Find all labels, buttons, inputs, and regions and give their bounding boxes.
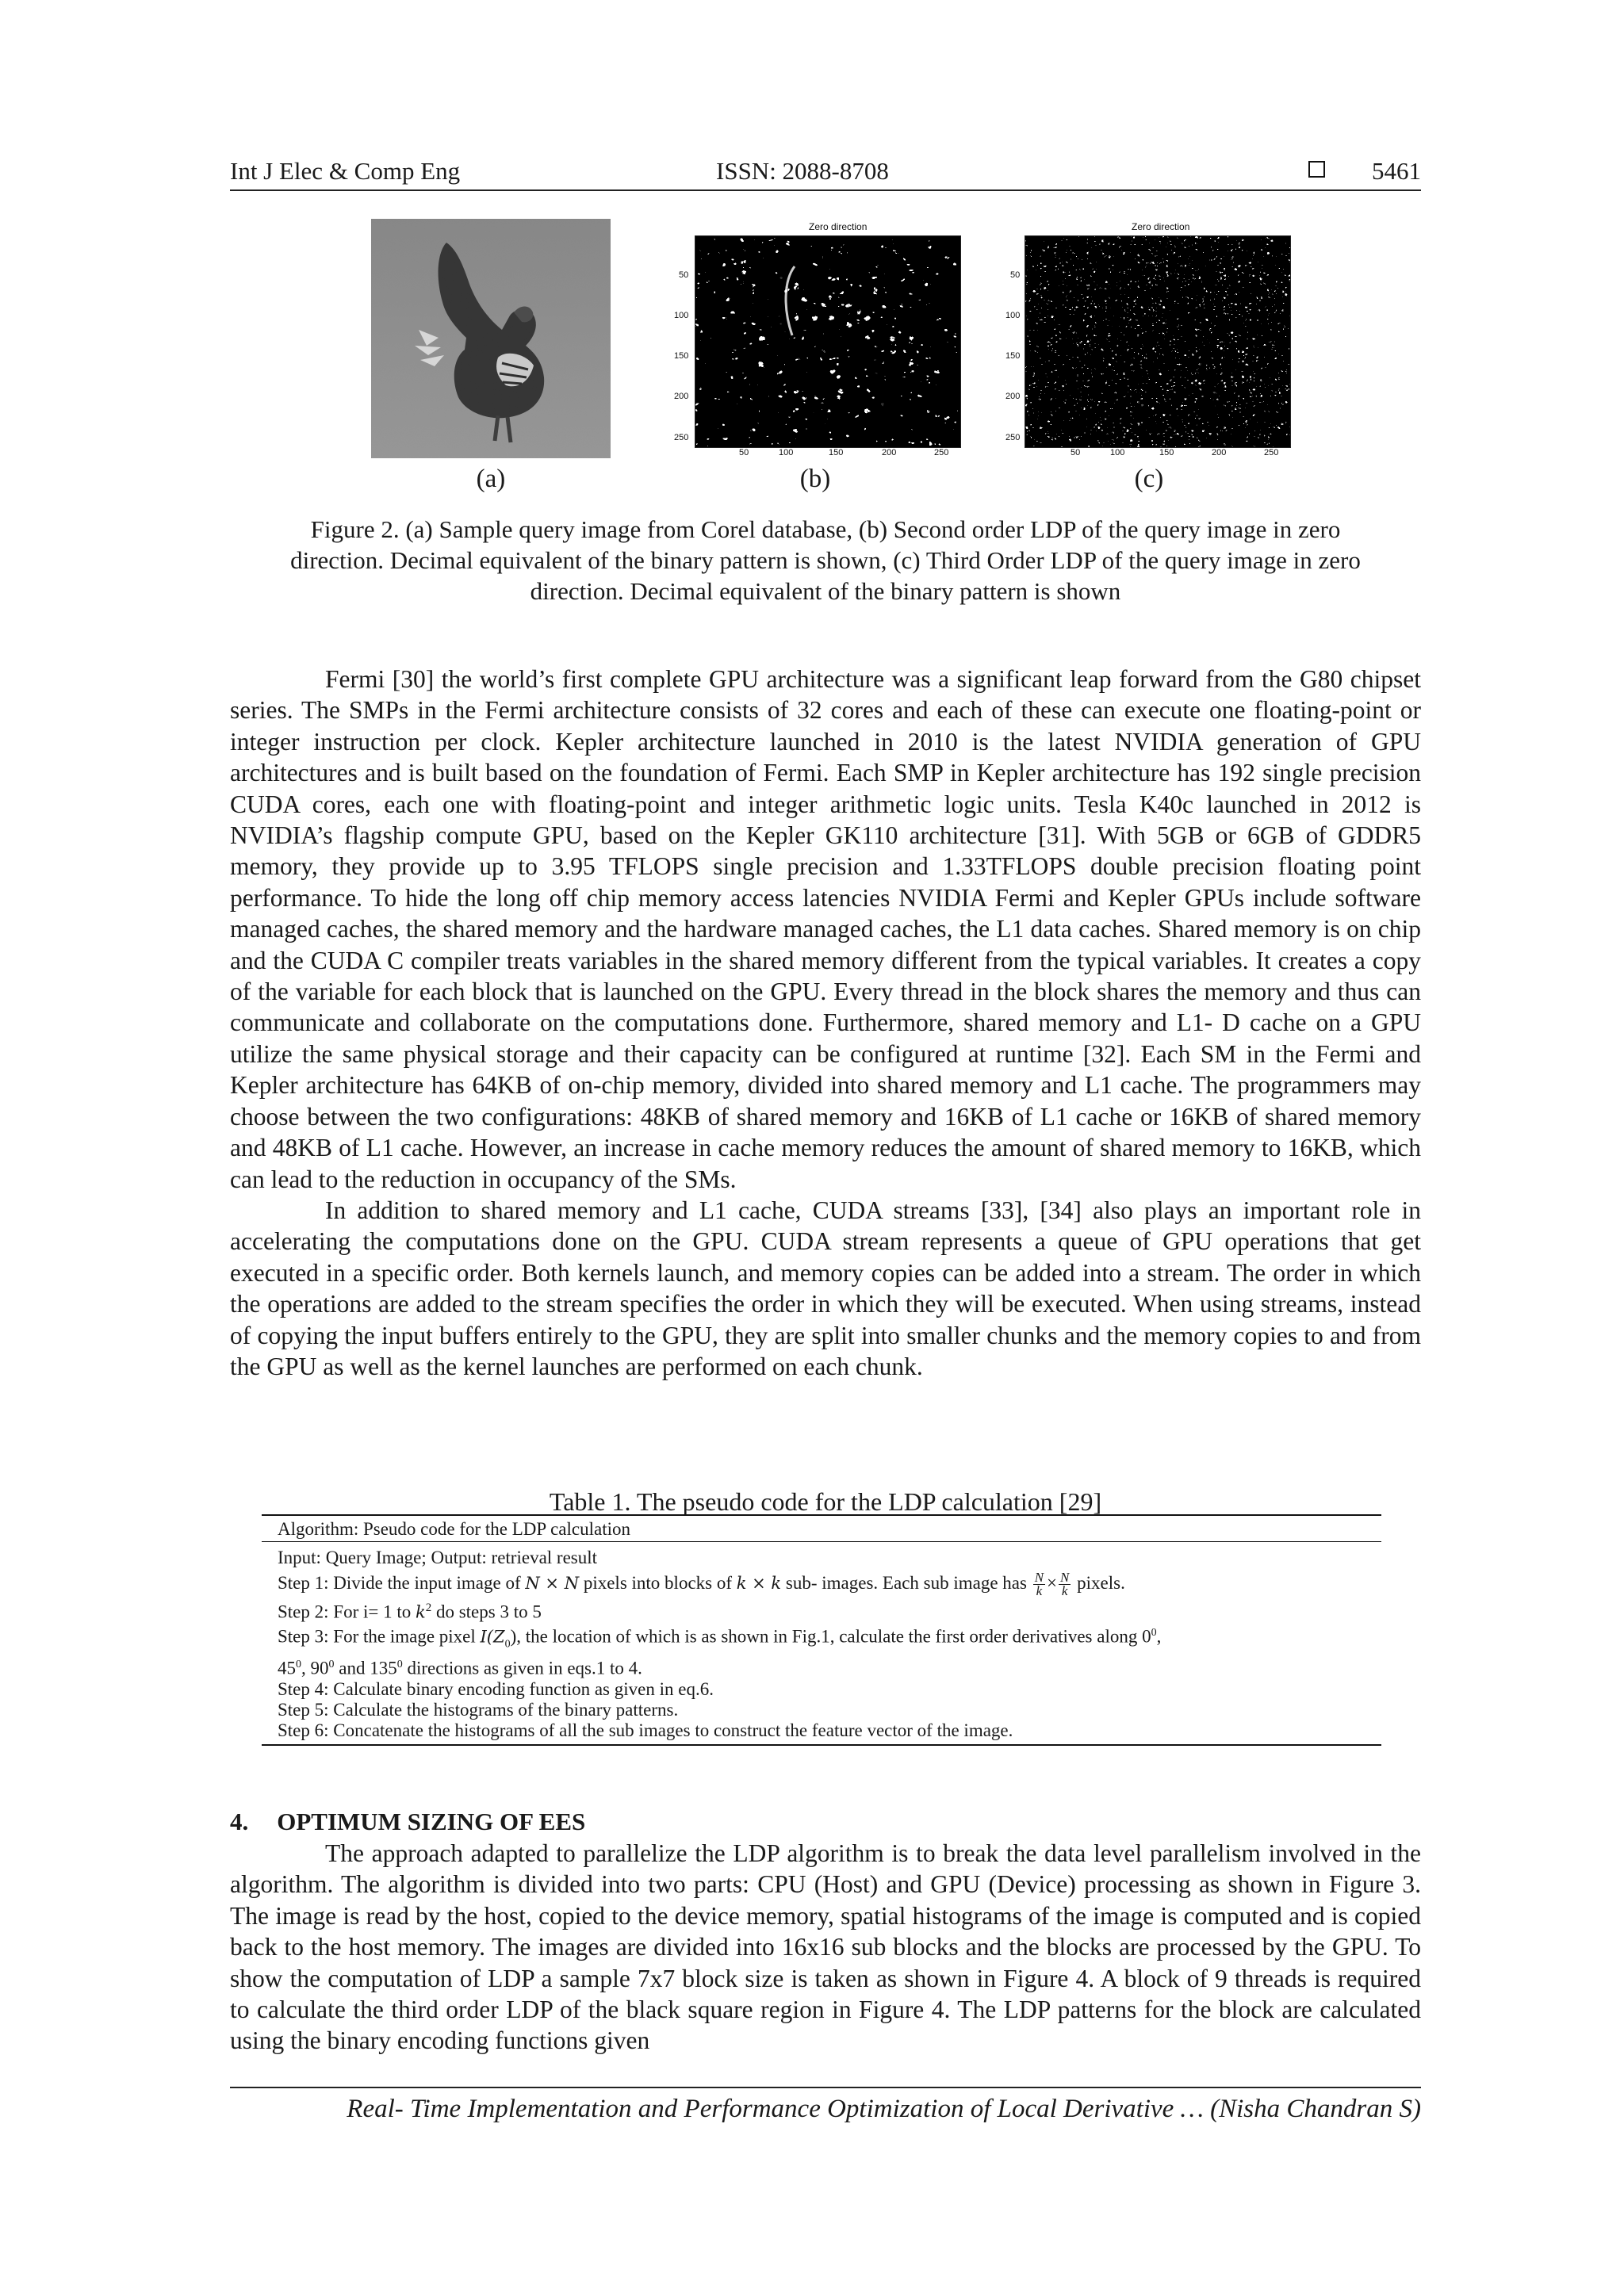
math-k: k: [415, 1602, 426, 1622]
degree-sup: 0: [1151, 1626, 1157, 1639]
figure-c-ldp-image: [1025, 235, 1291, 448]
step1-text: pixels into blocks of: [579, 1572, 737, 1593]
step1-text: Step 1: Divide the input image of: [278, 1572, 526, 1593]
journal-name: Int J Elec & Comp Eng: [230, 157, 461, 185]
step3-text: , 90: [301, 1658, 329, 1678]
frac-den: k: [1061, 1583, 1068, 1598]
table-row-step5: Step 5: Calculate the histograms of the binary patterns.: [278, 1699, 679, 1720]
table-row-input: Input: Query Image; Output: retrieval result: [278, 1548, 598, 1567]
x-tick: 50: [1071, 448, 1081, 457]
degree-sup: 0: [328, 1658, 335, 1670]
x-tick: 250: [934, 448, 949, 457]
step2-text: Step 2: For i= 1 to: [278, 1601, 416, 1622]
x-tick: 200: [882, 448, 897, 457]
y-tick: 100: [1005, 311, 1021, 320]
header-rule: [230, 189, 1421, 191]
table-header-row: Algorithm: Pseudo code for the LDP calculation: [262, 1516, 1381, 1542]
figure-caption: [230, 514, 1421, 607]
x-tick: 100: [1110, 448, 1125, 457]
y-tick: 50: [1010, 270, 1021, 280]
table-row-step3: Step 3: For the image pixel $I(Z_0)$, the location of which is as shown in Fig.1, calculate the first order derivatives along $0^0$, $45^0$, $90^0$ and $135^0$ directions as given in eqs.1 to 4.: [278, 1626, 1162, 1678]
degree-sup: 0: [396, 1658, 403, 1670]
figure-a-photo: [371, 219, 611, 458]
y-tick: 200: [1005, 392, 1021, 401]
math-pixel: I(Z: [480, 1627, 505, 1647]
degree-sup: 0: [296, 1658, 301, 1670]
panel-c-title: Zero direction: [1132, 221, 1190, 232]
times-sign: ×: [1047, 1572, 1058, 1593]
body-section: [230, 664, 1421, 1382]
subscript: 0: [504, 1637, 511, 1650]
table-row-step2: [262, 1598, 1381, 1623]
step1-text: pixels.: [1072, 1572, 1125, 1593]
x-tick: 100: [779, 448, 794, 457]
step2-text: do steps 3 to 5: [431, 1601, 542, 1622]
section-title: OPTIMUM SIZING OF EES: [277, 1808, 586, 1835]
page-number: 5461: [1372, 157, 1421, 185]
paragraph-approach: The approach adapted to parallelize the LDP algorithm is to break the data level parallelism involved in the algorithm. The algorithm is divided into two parts: CPU (Host) and GPU (Device) processing as shown in Figure 3. The image is read by the host, copied to the device memory, spatial histograms of the image is computed and is copied back to the host memory. The images are divided into 16x16 sub blocks and the blocks are processed by the GPU. To show the computation of LDP a sample 7x7 block size is taken as shown in Figure 4. A block of 9 threads is required to calculate the third order LDP of the black square region in Figure 4. The LDP patterns for the block are calculated using the binary encoding functions given: [230, 1839, 1421, 2055]
fraction-n-over-k: [1033, 1571, 1045, 1598]
step3-text: Step 3: For the image pixel: [278, 1626, 481, 1647]
frac-num: N: [1034, 1570, 1044, 1585]
square-bullet-icon: [1308, 161, 1325, 178]
caption-line: direction. Decimal equivalent of the binary pattern is shown, (c) Third Order LDP of the query image in zero: [290, 546, 1361, 574]
y-tick: 150: [674, 351, 689, 361]
y-tick: 250: [674, 433, 689, 442]
superscript: 2: [425, 1601, 432, 1614]
x-tick: 200: [1212, 448, 1227, 457]
paragraph-streams: In addition to shared memory and L1 cache, CUDA streams [33], [34] also plays an important role in accelerating the computations done on the GPU. CUDA stream represents a queue of GPU operations that get executed in a specific order. Both kernels launch, and memory copies can be added into a stream. The order in which the operations are added to the stream specifies the order in which they will be executed. When using streams, instead of copying the input buffers entirely to the GPU, they are split into smaller chunks and the memory copies to and from the GPU as well as the kernel launches are performed on each chunk.: [230, 1196, 1421, 1380]
fraction-n-over-k: [1059, 1571, 1071, 1598]
table-row-step6: Step 6: Concatenate the histograms of all the sub images to construct the feature vector of the image.: [278, 1720, 1013, 1740]
caption-line: Figure 2. (a) Sample query image from Corel database, (b) Second order LDP of the query image in zero: [310, 515, 1341, 543]
frac-den: k: [1036, 1583, 1043, 1598]
footer-rule: [230, 2087, 1421, 2088]
y-tick: 150: [1005, 351, 1021, 361]
step3-text: , the location of which is as shown in Fig.1, calculate the first order derivatives along 0: [516, 1626, 1151, 1647]
paren: ): [510, 1626, 517, 1647]
step1-text: sub- images. Each sub image has: [781, 1572, 1032, 1593]
x-tick: 150: [829, 448, 844, 457]
table-row-step1: [262, 1568, 1381, 1598]
section-number: 4.: [230, 1808, 249, 1835]
math-n-by-n: N × N: [525, 1573, 580, 1593]
figure-b-ldp-image: [695, 235, 961, 448]
section-body: [230, 1838, 1421, 2057]
step3-text: 45: [278, 1658, 296, 1678]
pseudo-code-table: [262, 1514, 1381, 1746]
step3-text: directions as given in eqs.1 to 4.: [402, 1658, 642, 1678]
panel-a-label: (a): [476, 465, 506, 493]
step3-text: and 135: [334, 1658, 397, 1678]
running-footer: Real- Time Implementation and Performance Optimization of Local Derivative … (Nisha Chandran S): [347, 2095, 1421, 2123]
x-tick: 50: [739, 448, 749, 457]
y-tick: 250: [1005, 433, 1021, 442]
y-tick: 100: [674, 311, 689, 320]
section-heading: [230, 1806, 585, 1838]
y-tick: 50: [679, 270, 689, 280]
panel-c-label: (c): [1134, 465, 1164, 493]
issn: ISSN: 2088-8708: [716, 157, 889, 185]
table-row-step4: Step 4: Calculate binary encoding function as given in eq.6.: [278, 1678, 714, 1699]
panel-b-label: (b): [799, 465, 831, 493]
x-tick: 250: [1264, 448, 1279, 457]
y-tick: 200: [674, 392, 689, 401]
frac-num: N: [1060, 1570, 1070, 1585]
math-k-by-k: k × k: [736, 1573, 782, 1593]
table-caption: Table 1. The pseudo code for the LDP calculation [29]: [549, 1487, 1102, 1516]
x-tick: 150: [1159, 448, 1174, 457]
panel-b-title: Zero direction: [809, 221, 868, 232]
caption-line: direction. Decimal equivalent of the binary pattern is shown: [530, 577, 1121, 605]
paragraph-fermi: Fermi [30] the world’s first complete GPU architecture was a significant leap forward from the G80 chipset series. The SMPs in the Fermi architecture consists of 32 cores and each of these can execute one floating-point or integer instruction per clock. Kepler architecture launched in 2010 is the latest NVIDIA generation of GPU architectures and is built based on the foundation of Fermi. Each SMP in Kepler architecture has 192 single precision CUDA cores, each one with floating-point and integer arithmetic logic units. Tesla K40c launched in 2012 is NVIDIA’s flagship compute GPU, based on the Kepler GK110 architecture [31]. With 5GB or 6GB of GDDR5 memory, they provide up to 3.95 TFLOPS single precision and 1.33TFLOPS double precision floating point performance. To hide the long off chip memory access latencies NVIDIA Fermi and Kepler GPUs include software managed caches, the shared memory and the hardware managed caches, the L1 data caches. Shared memory is on chip and the CUDA C compiler treats variables in the shared memory different from the typical variables. It creates a copy of the variable for each block that is launched on the GPU. Every thread in the block shares the memory and thus can communicate and collaborate on the computations done. Furthermore, shared memory and L1- D cache on a GPU utilize the same physical storage and their capacity can be configured at runtime [32]. Each SM in the Fermi and Kepler architecture has 64KB of on-chip memory, divided into shared memory and L1 cache. The programmers may choose between the two configurations: 48KB of shared memory and 16KB of L1 cache or 16KB of shared memory and 48KB of L1 cache. However, an increase in cache memory reduces the amount of shared memory to 16KB, which can lead to the reduction in occupancy of the SMs.: [230, 665, 1421, 1193]
